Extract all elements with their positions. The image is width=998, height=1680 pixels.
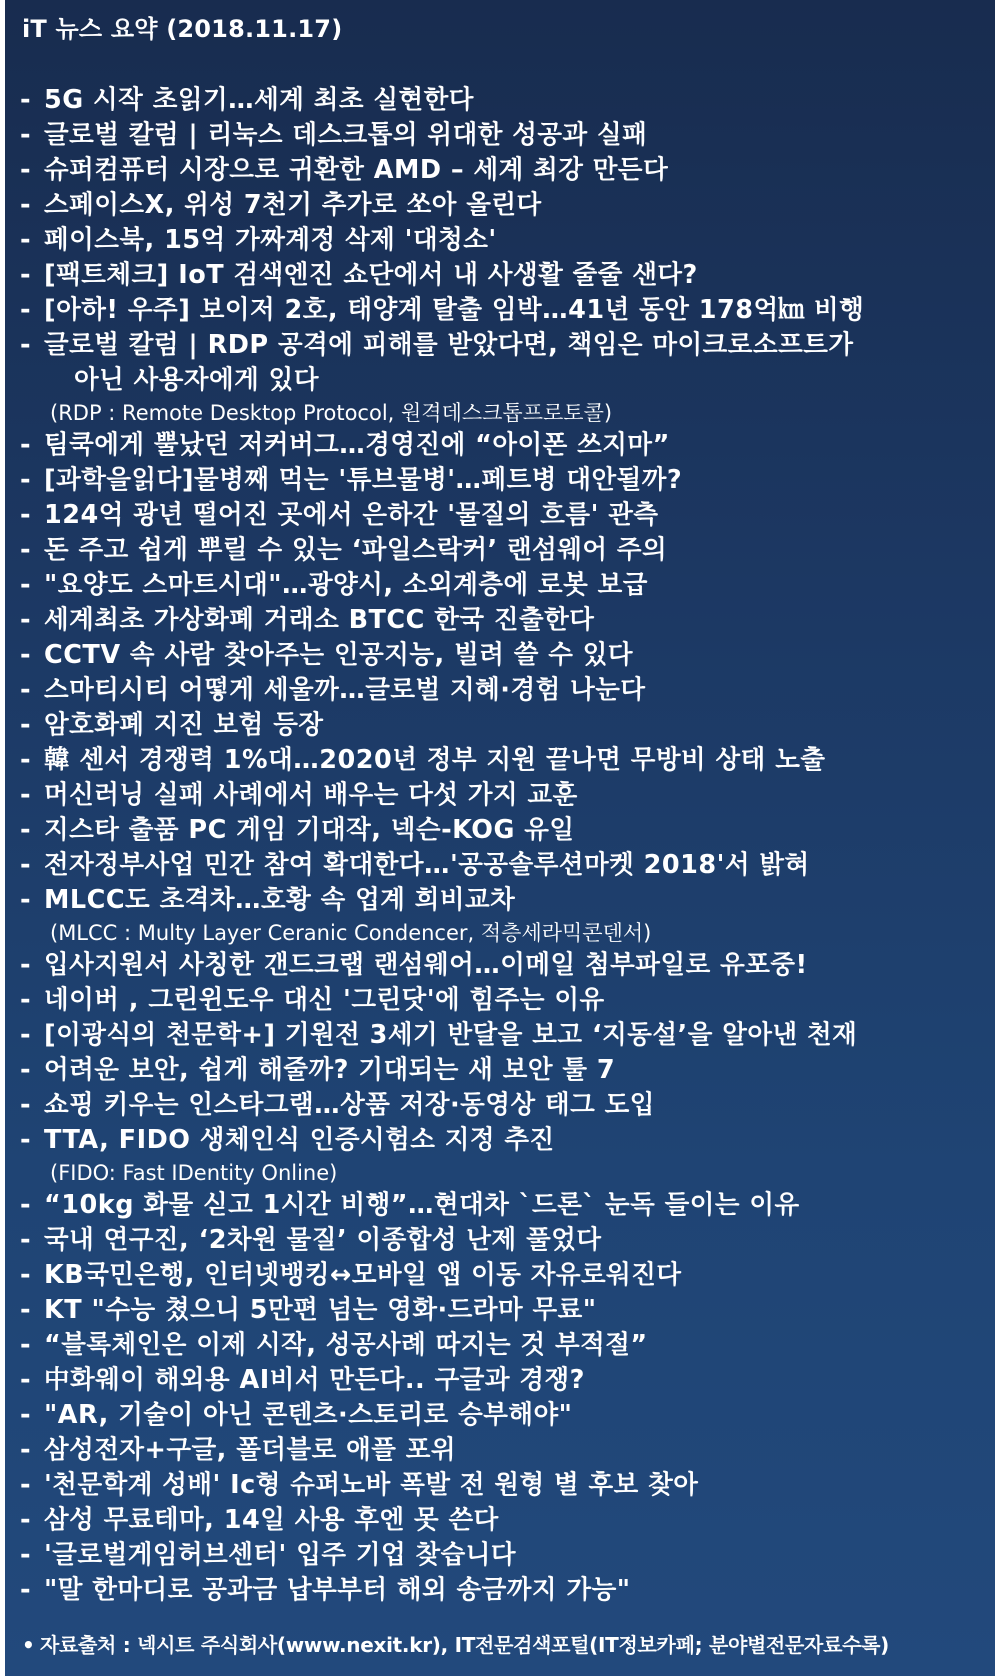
news-headline: 글로벌 칼럼 | RDP 공격에 피해를 받았다면, 책임은 마이크로소프트가 <box>44 330 854 360</box>
news-item <box>20 1398 980 1433</box>
dash-marker: - <box>20 1400 32 1430</box>
news-headline: 돈 주고 쉽게 뿌릴 수 있는 ‘파일스락커’ 랜섬웨어 주의 <box>44 535 668 565</box>
news-item <box>20 708 980 743</box>
news-headline: 쇼핑 키우는 인스타그램…상품 저장·동영상 태그 도입 <box>44 1090 655 1120</box>
news-item <box>20 638 980 673</box>
dash-marker: - <box>20 85 32 115</box>
news-item <box>20 603 980 638</box>
source-credit <box>22 1632 889 1658</box>
news-item <box>20 463 980 498</box>
news-headline: 中화웨이 해외용 AI비서 만든다.. 구글과 경쟁? <box>44 1365 585 1395</box>
news-headline: 지스타 출품 PC 게임 기대작, 넥슨-KOG 유일 <box>44 815 575 845</box>
news-item <box>20 743 980 778</box>
dash-marker: - <box>20 1055 32 1085</box>
news-item <box>20 188 980 223</box>
news-headline: 스마티시티 어떻게 세울까…글로벌 지혜·경험 나눈다 <box>44 675 646 705</box>
dash-marker: - <box>20 535 32 565</box>
news-headline: "AR, 기술이 아닌 콘텐츠·스토리로 승부해야" <box>44 1400 573 1430</box>
news-item <box>20 293 980 328</box>
news-item <box>20 568 980 603</box>
dash-marker: - <box>20 1330 32 1360</box>
news-item <box>20 498 980 533</box>
dash-marker: - <box>20 260 32 290</box>
news-headline: 124억 광년 떨어진 곳에서 은하간 '물질의 흐름' 관측 <box>44 500 659 530</box>
news-item <box>20 983 980 1018</box>
news-note: (RDP : Remote Desktop Protocol, 원격데스크톱프로토콜) <box>50 401 613 425</box>
news-headline: 글로벌 칼럼 | 리눅스 데스크톱의 위대한 성공과 실패 <box>44 120 648 150</box>
news-item <box>20 948 980 983</box>
news-item <box>20 153 980 188</box>
news-headline: TTA, FIDO 생체인식 인증시험소 지정 추진 <box>44 1125 555 1155</box>
news-item <box>20 1188 980 1223</box>
news-headline: CCTV 속 사람 찾아주는 인공지능, 빌려 쓸 수 있다 <box>44 640 634 670</box>
dash-marker: - <box>20 1260 32 1290</box>
bullet-icon: • <box>22 1633 35 1657</box>
news-headline: 슈퍼컴퓨터 시장으로 귀환한 AMD – 세계 최강 만든다 <box>44 155 669 185</box>
news-headline: 페이스북, 15억 가짜계정 삭제 '대청소' <box>44 225 497 255</box>
dash-marker: - <box>20 1575 32 1605</box>
dash-marker: - <box>20 1365 32 1395</box>
news-item <box>20 1088 980 1123</box>
news-item <box>20 1328 980 1363</box>
dash-marker: - <box>20 605 32 635</box>
news-note: (FIDO: Fast IDentity Online) <box>50 1161 338 1185</box>
news-headline: [팩트체크] IoT 검색엔진 쇼단에서 내 사생활 줄줄 샌다? <box>44 260 698 290</box>
news-headline: 입사지원서 사칭한 갠드크랩 랜섬웨어…이메일 첨부파일로 유포중! <box>44 950 808 980</box>
page-title: iT 뉴스 요약 (2018.11.17) <box>22 15 343 43</box>
dash-marker: - <box>20 675 32 705</box>
news-list <box>20 83 980 1608</box>
news-headline: 전자정부사업 민간 참여 확대한다…'공공솔루션마켓 2018'서 밝혀 <box>44 850 810 880</box>
news-headline: KT "수능 쳤으니 5만편 넘는 영화·드라마 무료" <box>44 1295 597 1325</box>
dash-marker: - <box>20 1470 32 1500</box>
news-headline: 삼성전자+구글, 폴더블로 애플 포위 <box>44 1435 457 1465</box>
dash-marker: - <box>20 1090 32 1120</box>
dash-marker: - <box>20 815 32 845</box>
news-headline: 삼성 무료테마, 14일 사용 후엔 못 쓴다 <box>44 1505 499 1535</box>
news-item <box>20 1363 980 1398</box>
news-note: (MLCC : Multy Layer Ceranic Condencer, 적층세라믹콘덴서) <box>50 921 652 945</box>
news-headline: 머신러닝 실패 사례에서 배우는 다섯 가지 교훈 <box>44 780 578 810</box>
news-item <box>20 258 980 293</box>
dash-marker: - <box>20 330 32 360</box>
dash-marker: - <box>20 640 32 670</box>
dash-marker: - <box>20 1435 32 1465</box>
news-item <box>20 1433 980 1468</box>
news-item <box>20 118 980 153</box>
news-item <box>20 673 980 708</box>
news-item <box>20 83 980 118</box>
dash-marker: - <box>20 1225 32 1255</box>
dash-marker: - <box>20 295 32 325</box>
dash-marker: - <box>20 570 32 600</box>
news-item <box>20 1258 980 1293</box>
news-headline: 암호화폐 지진 보험 등장 <box>44 710 324 740</box>
dash-marker: - <box>20 985 32 1015</box>
news-headline: 어려운 보안, 쉽게 해줄까? 기대되는 새 보안 툴 7 <box>44 1055 616 1085</box>
news-summary-slide <box>5 0 995 1676</box>
news-headline: [과학을읽다]물병째 먹는 '튜브물병'…페트병 대안될까? <box>44 465 683 495</box>
dash-marker: - <box>20 1020 32 1050</box>
news-headline: “블록체인은 이제 시작, 성공사례 따지는 것 부적절” <box>44 1330 648 1360</box>
dash-marker: - <box>20 155 32 185</box>
news-item <box>20 1223 980 1258</box>
dash-marker: - <box>20 1190 32 1220</box>
dash-marker: - <box>20 500 32 530</box>
news-headline: "요양도 스마트시대"…광양시, 소외계층에 로봇 보급 <box>44 570 648 600</box>
dash-marker: - <box>20 120 32 150</box>
dash-marker: - <box>20 430 32 460</box>
dash-marker: - <box>20 850 32 880</box>
news-headline: 팀쿡에게 뿔났던 저커버그…경영진에 “아이폰 쓰지마” <box>44 430 670 460</box>
news-headline: 스페이스X, 위성 7천기 추가로 쏘아 올린다 <box>44 190 542 220</box>
news-item <box>20 1503 980 1538</box>
dash-marker: - <box>20 190 32 220</box>
news-item <box>20 1573 980 1608</box>
news-item <box>20 428 980 463</box>
news-headline: '글로벌게임허브센터' 입주 기업 찾습니다 <box>44 1540 517 1570</box>
dash-marker: - <box>20 1505 32 1535</box>
news-headline: “10kg 화물 싣고 1시간 비행”…현대차 `드론` 눈독 들이는 이유 <box>44 1190 800 1220</box>
news-headline: [아하! 우주] 보이저 2호, 태양계 탈출 임박…41년 동안 178억㎞ 비행 <box>44 295 865 325</box>
news-item <box>20 1123 980 1158</box>
news-item <box>20 1293 980 1328</box>
news-headline-continuation: 아닌 사용자에게 있다 <box>74 365 319 395</box>
dash-marker: - <box>20 780 32 810</box>
news-item <box>20 328 980 363</box>
dash-marker: - <box>20 710 32 740</box>
news-item <box>20 533 980 568</box>
news-item <box>20 778 980 813</box>
news-headline: '천문학계 성배' Ⅰc형 슈퍼노바 폭발 전 원형 별 후보 찾아 <box>44 1470 699 1500</box>
news-headline: [이광식의 천문학+] 기원전 3세기 반달을 보고 ‘지동설’을 알아낸 천재 <box>44 1020 858 1050</box>
news-item <box>20 1018 980 1053</box>
news-item <box>20 1468 980 1503</box>
news-item <box>20 813 980 848</box>
dash-marker: - <box>20 225 32 255</box>
dash-marker: - <box>20 745 32 775</box>
news-item <box>20 1053 980 1088</box>
news-item <box>20 848 980 883</box>
news-item <box>20 883 980 918</box>
dash-marker: - <box>20 1295 32 1325</box>
news-headline: 韓 센서 경쟁력 1%대…2020년 정부 지원 끝나면 무방비 상태 노출 <box>44 745 826 775</box>
news-item <box>20 1538 980 1573</box>
dash-marker: - <box>20 885 32 915</box>
news-item <box>20 223 980 258</box>
dash-marker: - <box>20 1540 32 1570</box>
news-headline: MLCC도 초격차…호황 속 업계 희비교차 <box>44 885 516 915</box>
news-headline: 국내 연구진, ‘2차원 물질’ 이종합성 난제 풀었다 <box>44 1225 602 1255</box>
news-headline: 네이버 , 그린윈도우 대신 '그린닷'에 힘주는 이유 <box>44 985 605 1015</box>
news-headline: KB국민은행, 인터넷뱅킹↔모바일 앱 이동 자유로워진다 <box>44 1260 682 1290</box>
source-text: 자료출처 : 넥시트 주식회사(www.nexit.kr), IT전문검색포털(IT정보카페; 분야별전문자료수록) <box>40 1633 889 1657</box>
news-headline: "말 한마디로 공과금 납부부터 해외 송금까지 가능" <box>44 1575 631 1605</box>
dash-marker: - <box>20 1125 32 1155</box>
dash-marker: - <box>20 465 32 495</box>
news-headline: 세계최초 가상화폐 거래소 BTCC 한국 진출한다 <box>44 605 595 635</box>
news-headline: 5G 시작 초읽기…세계 최초 실현한다 <box>44 85 474 115</box>
dash-marker: - <box>20 950 32 980</box>
